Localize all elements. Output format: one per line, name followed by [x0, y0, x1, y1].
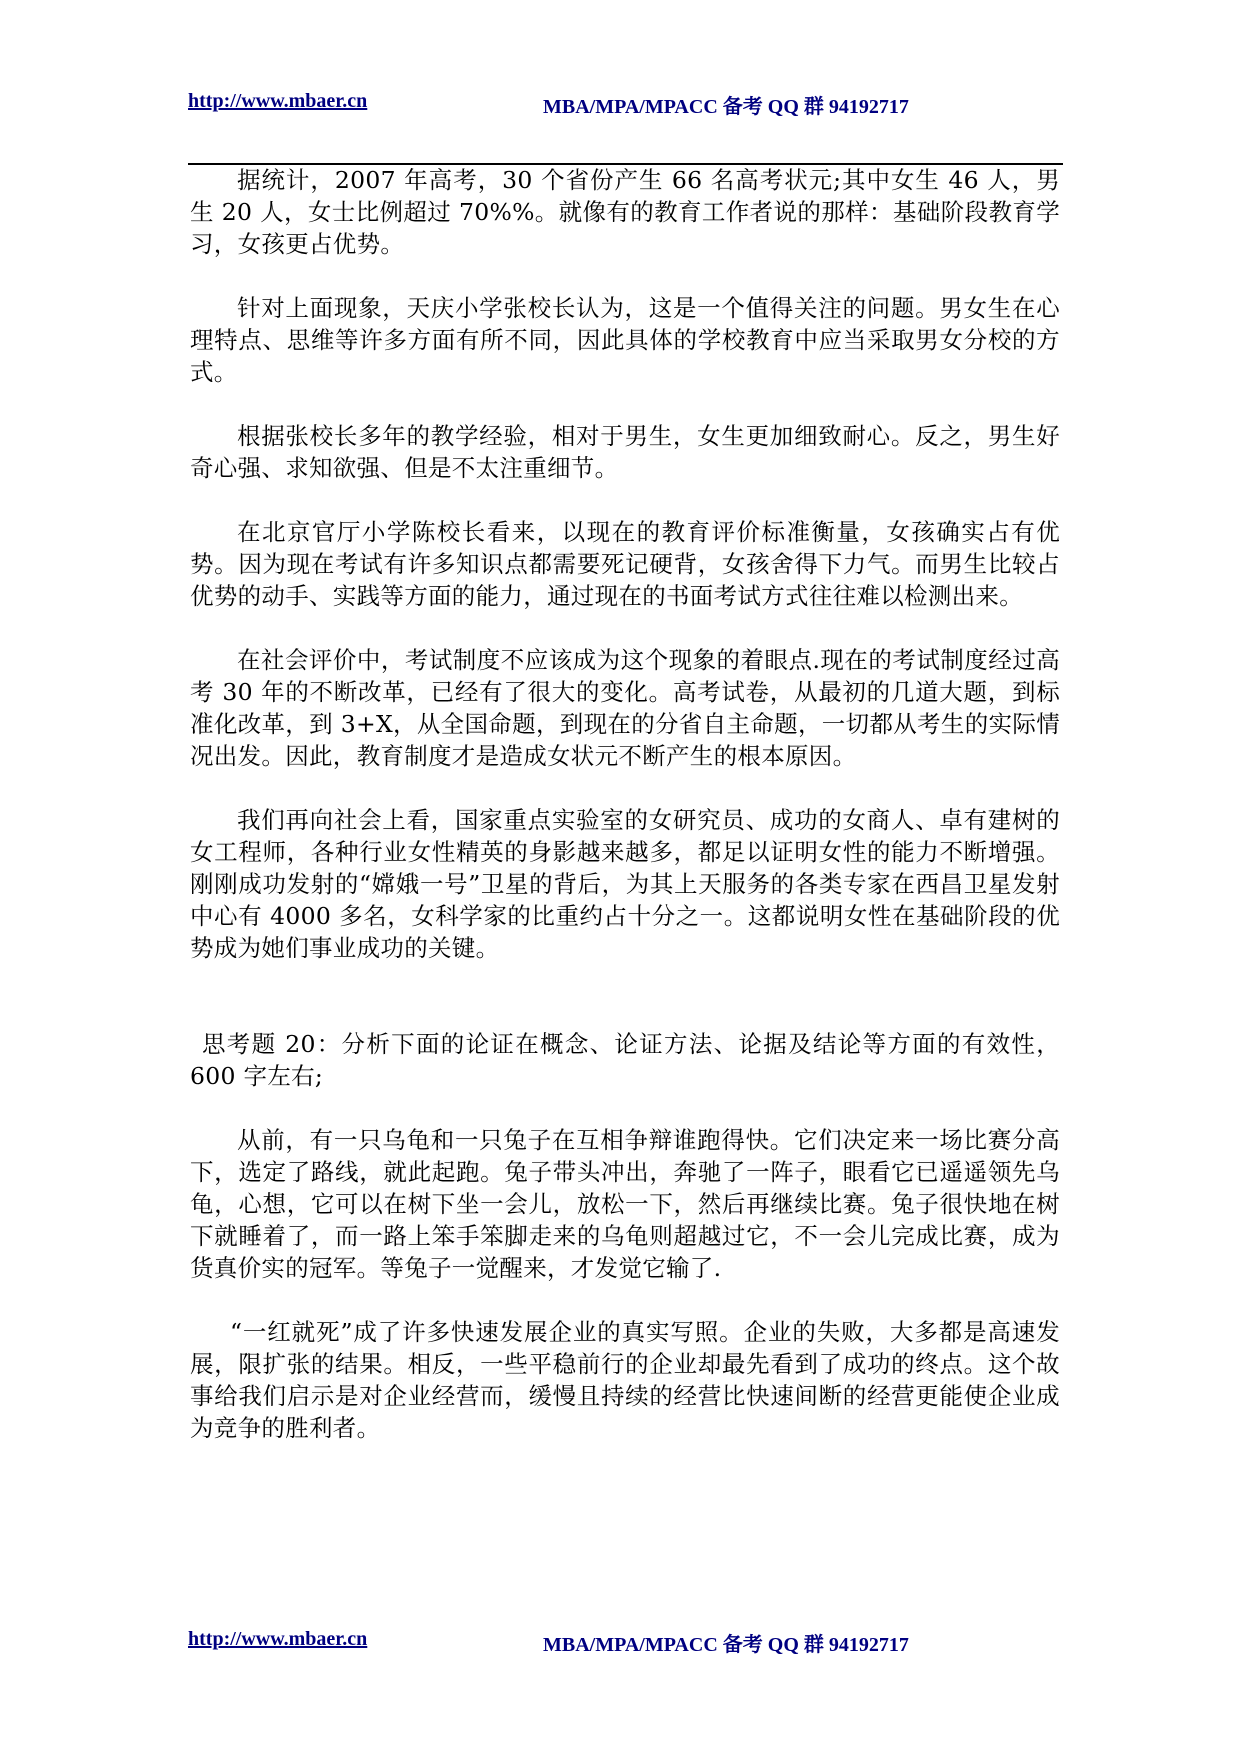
header-site-link[interactable]: http://www.mbaer.cn — [188, 90, 368, 112]
header-group-info: MBA/MPA/MPACC 备考 QQ 群 94192717 — [543, 96, 909, 118]
document-body — [190, 164, 1060, 1444]
paragraph-3: 根据张校长多年的教学经验，相对于男生，女生更加细致耐心。反之，男生好奇心强、求知欲强、但是不太注重细节。 — [190, 422, 1060, 482]
paragraph-7: 从前，有一只乌龟和一只兔子在互相争辩谁跑得快。它们决定来一场比赛分高下，选定了路线，就此起跑。兔子带头冲出，奔驰了一阵子，眼看它已遥遥领先乌龟，心想，它可以在树下坐一会儿，放松一下，然后再继续比赛。兔子很快地在树下就睡着了，而一路上笨手笨脚走来的乌龟则超越过它，不一会儿完成比赛，成为货真价实的冠军。等兔子一觉醒来，才发觉它输了. — [190, 1126, 1060, 1282]
paragraph-4: 在北京官厅小学陈校长看来，以现在的教育评价标准衡量，女孩确实占有优势。因为现在考试有许多知识点都需要死记硬背，女孩舍得下力气。而男生比较占优势的动手、实践等方面的能力，通过现在的书面考试方式往往难以检测出来。 — [190, 518, 1060, 610]
footer-group-info: MBA/MPA/MPACC 备考 QQ 群 94192717 — [543, 1634, 909, 1656]
paragraph-8: “一红就死”成了许多快速发展企业的真实写照。企业的失败，大多都是高速发展，限扩张的结果。相反，一些平稳前行的企业却最先看到了成功的终点。这个故事给我们启示是对企业经营而，缓慢且持续的经营比快速间断的经营更能使企业成为竞争的胜利者。 — [190, 1318, 1060, 1442]
paragraph-2: 针对上面现象，天庆小学张校长认为，这是一个值得关注的问题。男女生在心理特点、思维等许多方面有所不同，因此具体的学校教育中应当采取男女分校的方式。 — [190, 294, 1060, 386]
page-footer — [188, 1628, 1063, 1658]
paragraph-5: 在社会评价中，考试制度不应该成为这个现象的着眼点.现在的考试制度经过高考 30 年的不断改革，已经有了很大的变化。高考试卷，从最初的几道大题，到标准化改革，到 3+X，从全国命题，到现在的分省自主命题，一切都从考生的实际情况出发。因此，教育制度才是造成女状元不断产生的根本原因。 — [190, 646, 1060, 770]
question-heading: 思考题 20：分析下面的论证在概念、论证方法、论据及结论等方面的有效性，600 字左右; — [190, 1030, 1060, 1090]
paragraph-6: 我们再向社会上看，国家重点实验室的女研究员、成功的女商人、卓有建树的女工程师，各种行业女性精英的身影越来越多，都足以证明女性的能力不断增强。刚刚成功发射的“嫦娥一号”卫星的背后，为其上天服务的各类专家在西昌卫星发射中心有 4000 多名，女科学家的比重约占十分之一。这都说明女性在基础阶段的优势成为她们事业成功的关键。 — [190, 806, 1060, 962]
page-header — [188, 90, 1063, 120]
footer-site-link[interactable]: http://www.mbaer.cn — [188, 1628, 368, 1650]
paragraph-1: 据统计，2007 年高考，30 个省份产生 66 名高考状元;其中女生 46 人，男生 20 人，女士比例超过 70%%。就像有的教育工作者说的那样：基础阶段教育学习，女孩更占优势。 — [190, 166, 1060, 258]
